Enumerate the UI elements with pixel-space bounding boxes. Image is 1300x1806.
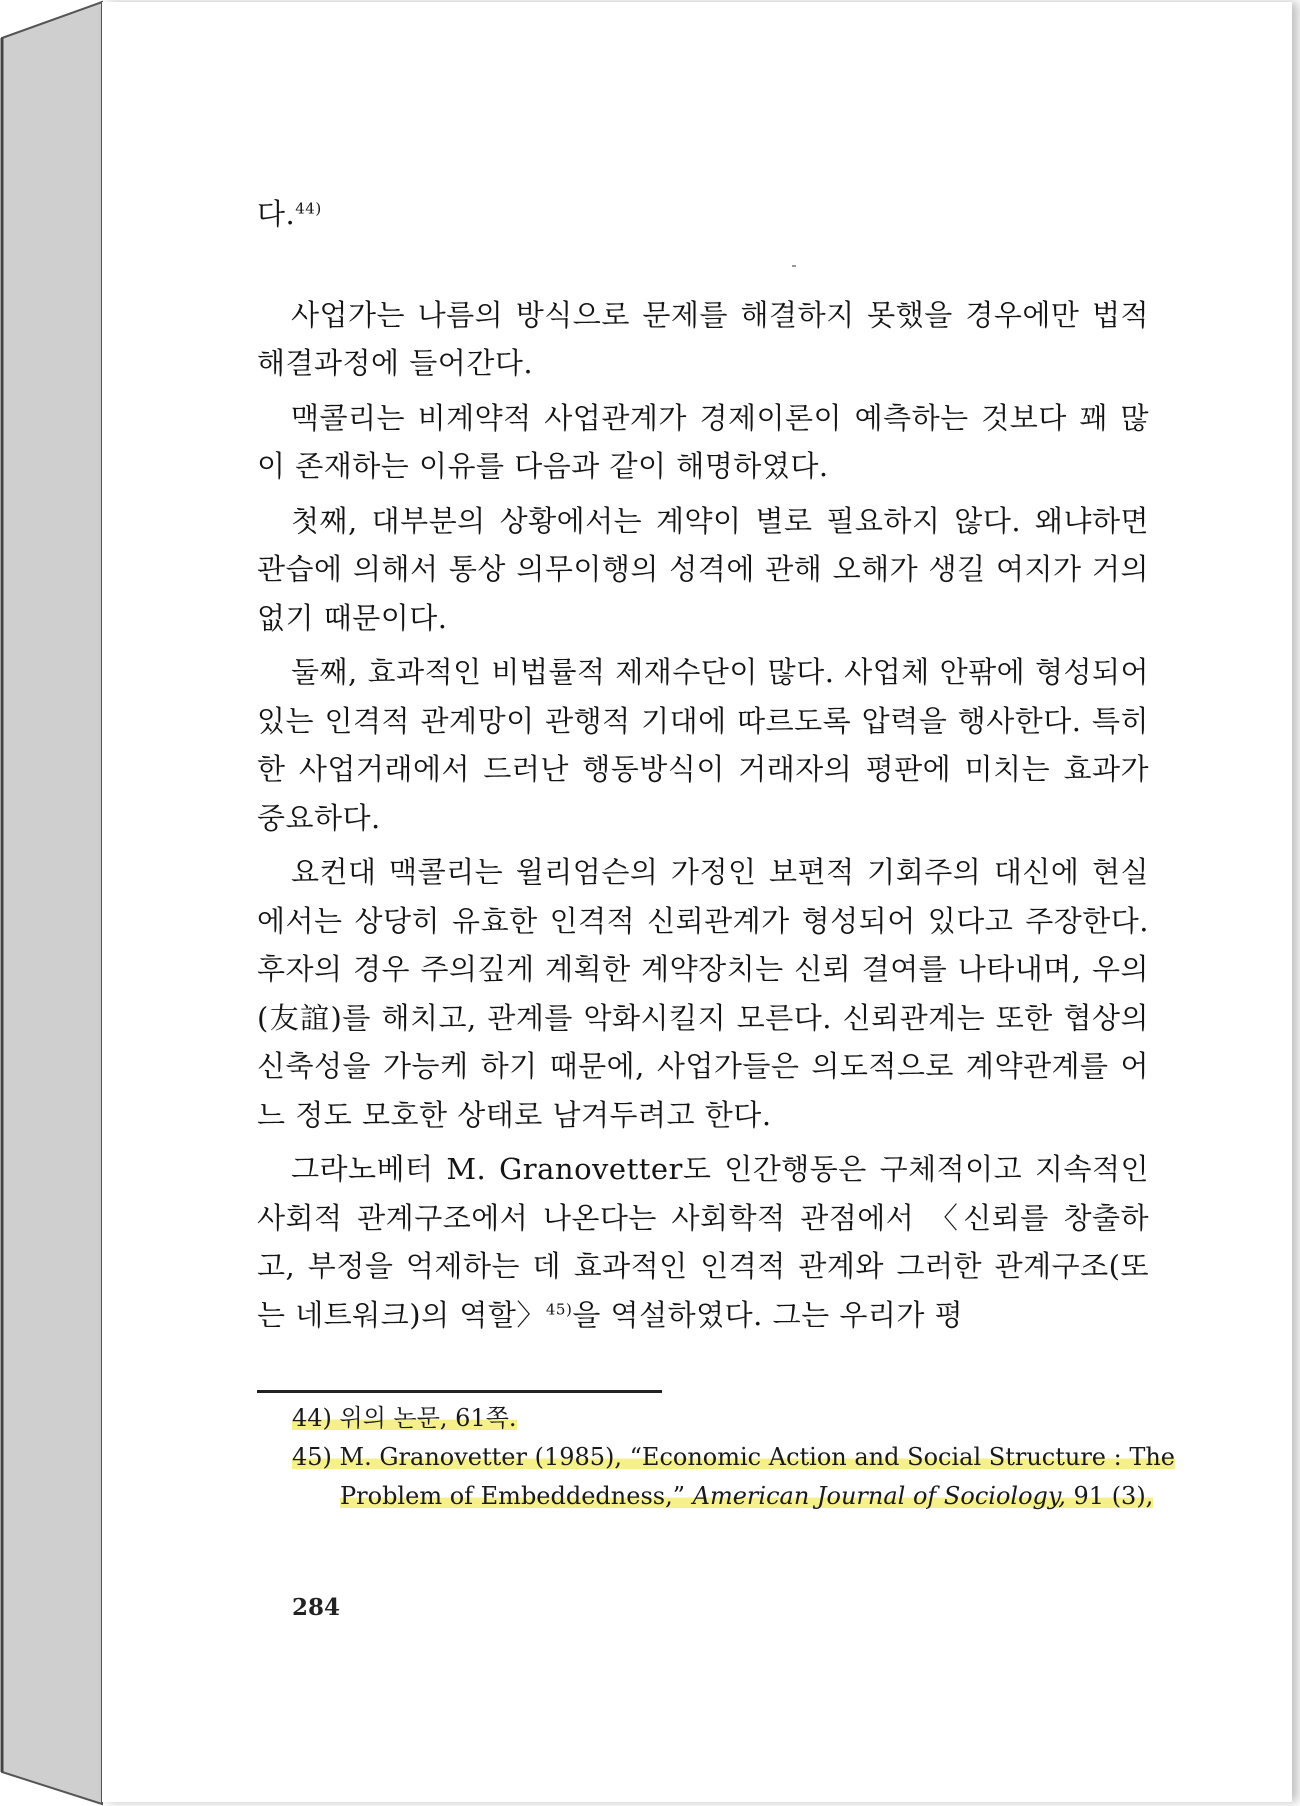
paragraph: 첫째, 대부분의 상황에서는 계약이 별로 필요하지 않다. 왜냐하면 관습에 의해서 통상 의무이행의 성격에 관해 오해가 생길 여지가 거의 없기 때문이다. [257, 503, 1149, 635]
footnote-45: 45) M. Granovetter (1985), “Economic Action and Social Structure : The Problem of Embeddedness,” American Journal of Sociology, 91 (3), [292, 1443, 1175, 1510]
paragraph: 다.$^{44)}$ [257, 197, 322, 231]
footnote-ref-45: 45) [545, 1299, 573, 1318]
footnote-divider [257, 1390, 662, 1393]
book-page [102, 2, 1292, 1802]
footnote-44: 44) 위의 논문, 61쪽. [292, 1404, 517, 1432]
paragraph: 요컨대 맥콜리는 윌리엄슨의 가정인 보편적 기회주의 대신에 현실에서는 상당히 유효한 인격적 신뢰관계가 형성되어 있다고 주장한다. 후자의 경우 주의깊게 계획한 계약장치는 신뢰 결여를 나타내며, 우의(友誼)를 해치고, 관계를 악화시킬지 모른다. 신뢰관계는 또한 협상의 신축성을 가능케 하기 때문에, 사업가들은 의도적으로 계약관계를 어느 정도 모호한 상태로 남겨두려고 한다. [257, 855, 1149, 1132]
paragraph: 사업가는 나름의 방식으로 문제를 해결하지 못했을 경우에만 법적 해결과정에 들어간다. [257, 297, 1149, 380]
footnote-ref-44: 44) [295, 199, 322, 218]
page-number: 284 [292, 1594, 341, 1621]
body-text [257, 190, 1149, 1345]
footnotes [292, 1399, 1254, 1516]
paragraph: 둘째, 효과적인 비법률적 제재수단이 많다. 사업체 안팎에 형성되어 있는 인격적 관계망이 관행적 기대에 따르도록 압력을 행사한다. 특히 한 사업거래에서 드러난 행동방식이 거래자의 평판에 미치는 효과가 중요하다. [257, 655, 1149, 835]
paragraph: 그라노베터 M. Granovetter도 인간행동은 구체적이고 지속적인 사회적 관계구조에서 나온다는 사회학적 관점에서 〈신뢰를 창출하고, 부정을 억제하는 데 효과적인 인격적 관계와 그러한 관계구조(또는 네트워크)의 역할〉$^{45)}$을 역설하였다. 그는 우리가 평 [257, 1152, 1149, 1332]
paragraph: 맥콜리는 비계약적 사업관계가 경제이론이 예측하는 것보다 꽤 많이 존재하는 이유를 다음과 같이 해명하였다. [257, 400, 1149, 483]
journal-title: American Journal of Sociology, [692, 1482, 1066, 1510]
